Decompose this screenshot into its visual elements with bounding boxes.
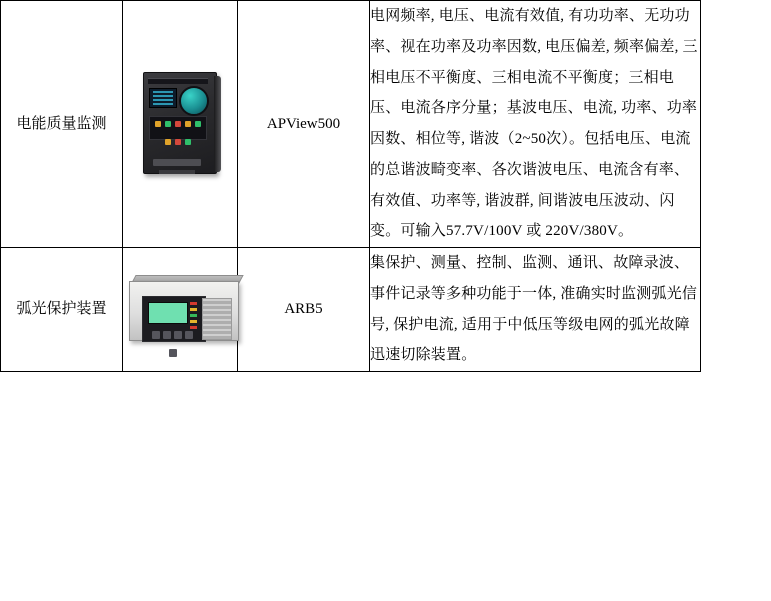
product-image-cell [123, 1, 238, 248]
product-model-cell: APView500 [238, 1, 370, 248]
table-row [1, 1, 701, 248]
product-image-cell [123, 248, 238, 372]
table-row [1, 248, 701, 372]
product-name-cell: 电能质量监测 [1, 1, 123, 248]
product-description-cell: 集保护、测量、控制、监测、通讯、故障录波、事件记录等多种功能于一体, 准确实时监测弧光信号, 保护电流, 适用于中低压等级电网的弧光故障迅速切除装置。 [370, 248, 701, 372]
power-quality-monitor-icon [139, 72, 221, 176]
arc-protection-relay-icon [123, 273, 247, 347]
product-name-cell: 弧光保护装置 [1, 248, 123, 372]
product-model-cell: ARB5 [238, 248, 370, 372]
product-description-cell: 电网频率, 电压、电流有效值, 有功功率、无功功率、视在功率及功率因数, 电压偏差, 频率偏差, 三相电压不平衡度、三相电流不平衡度；三相电压、电流各序分量；基波电压、电流, 功率、功率因数、相位等, 谐波（2~50次）。包括电压、电流的总谐波畸变率、各次谐波电压、电流含有率、有效值、功率等, 谐波群, 间谐波电压波动、闪变。可输入57.7V/100V 或 220V/380V。 [370, 1, 701, 248]
